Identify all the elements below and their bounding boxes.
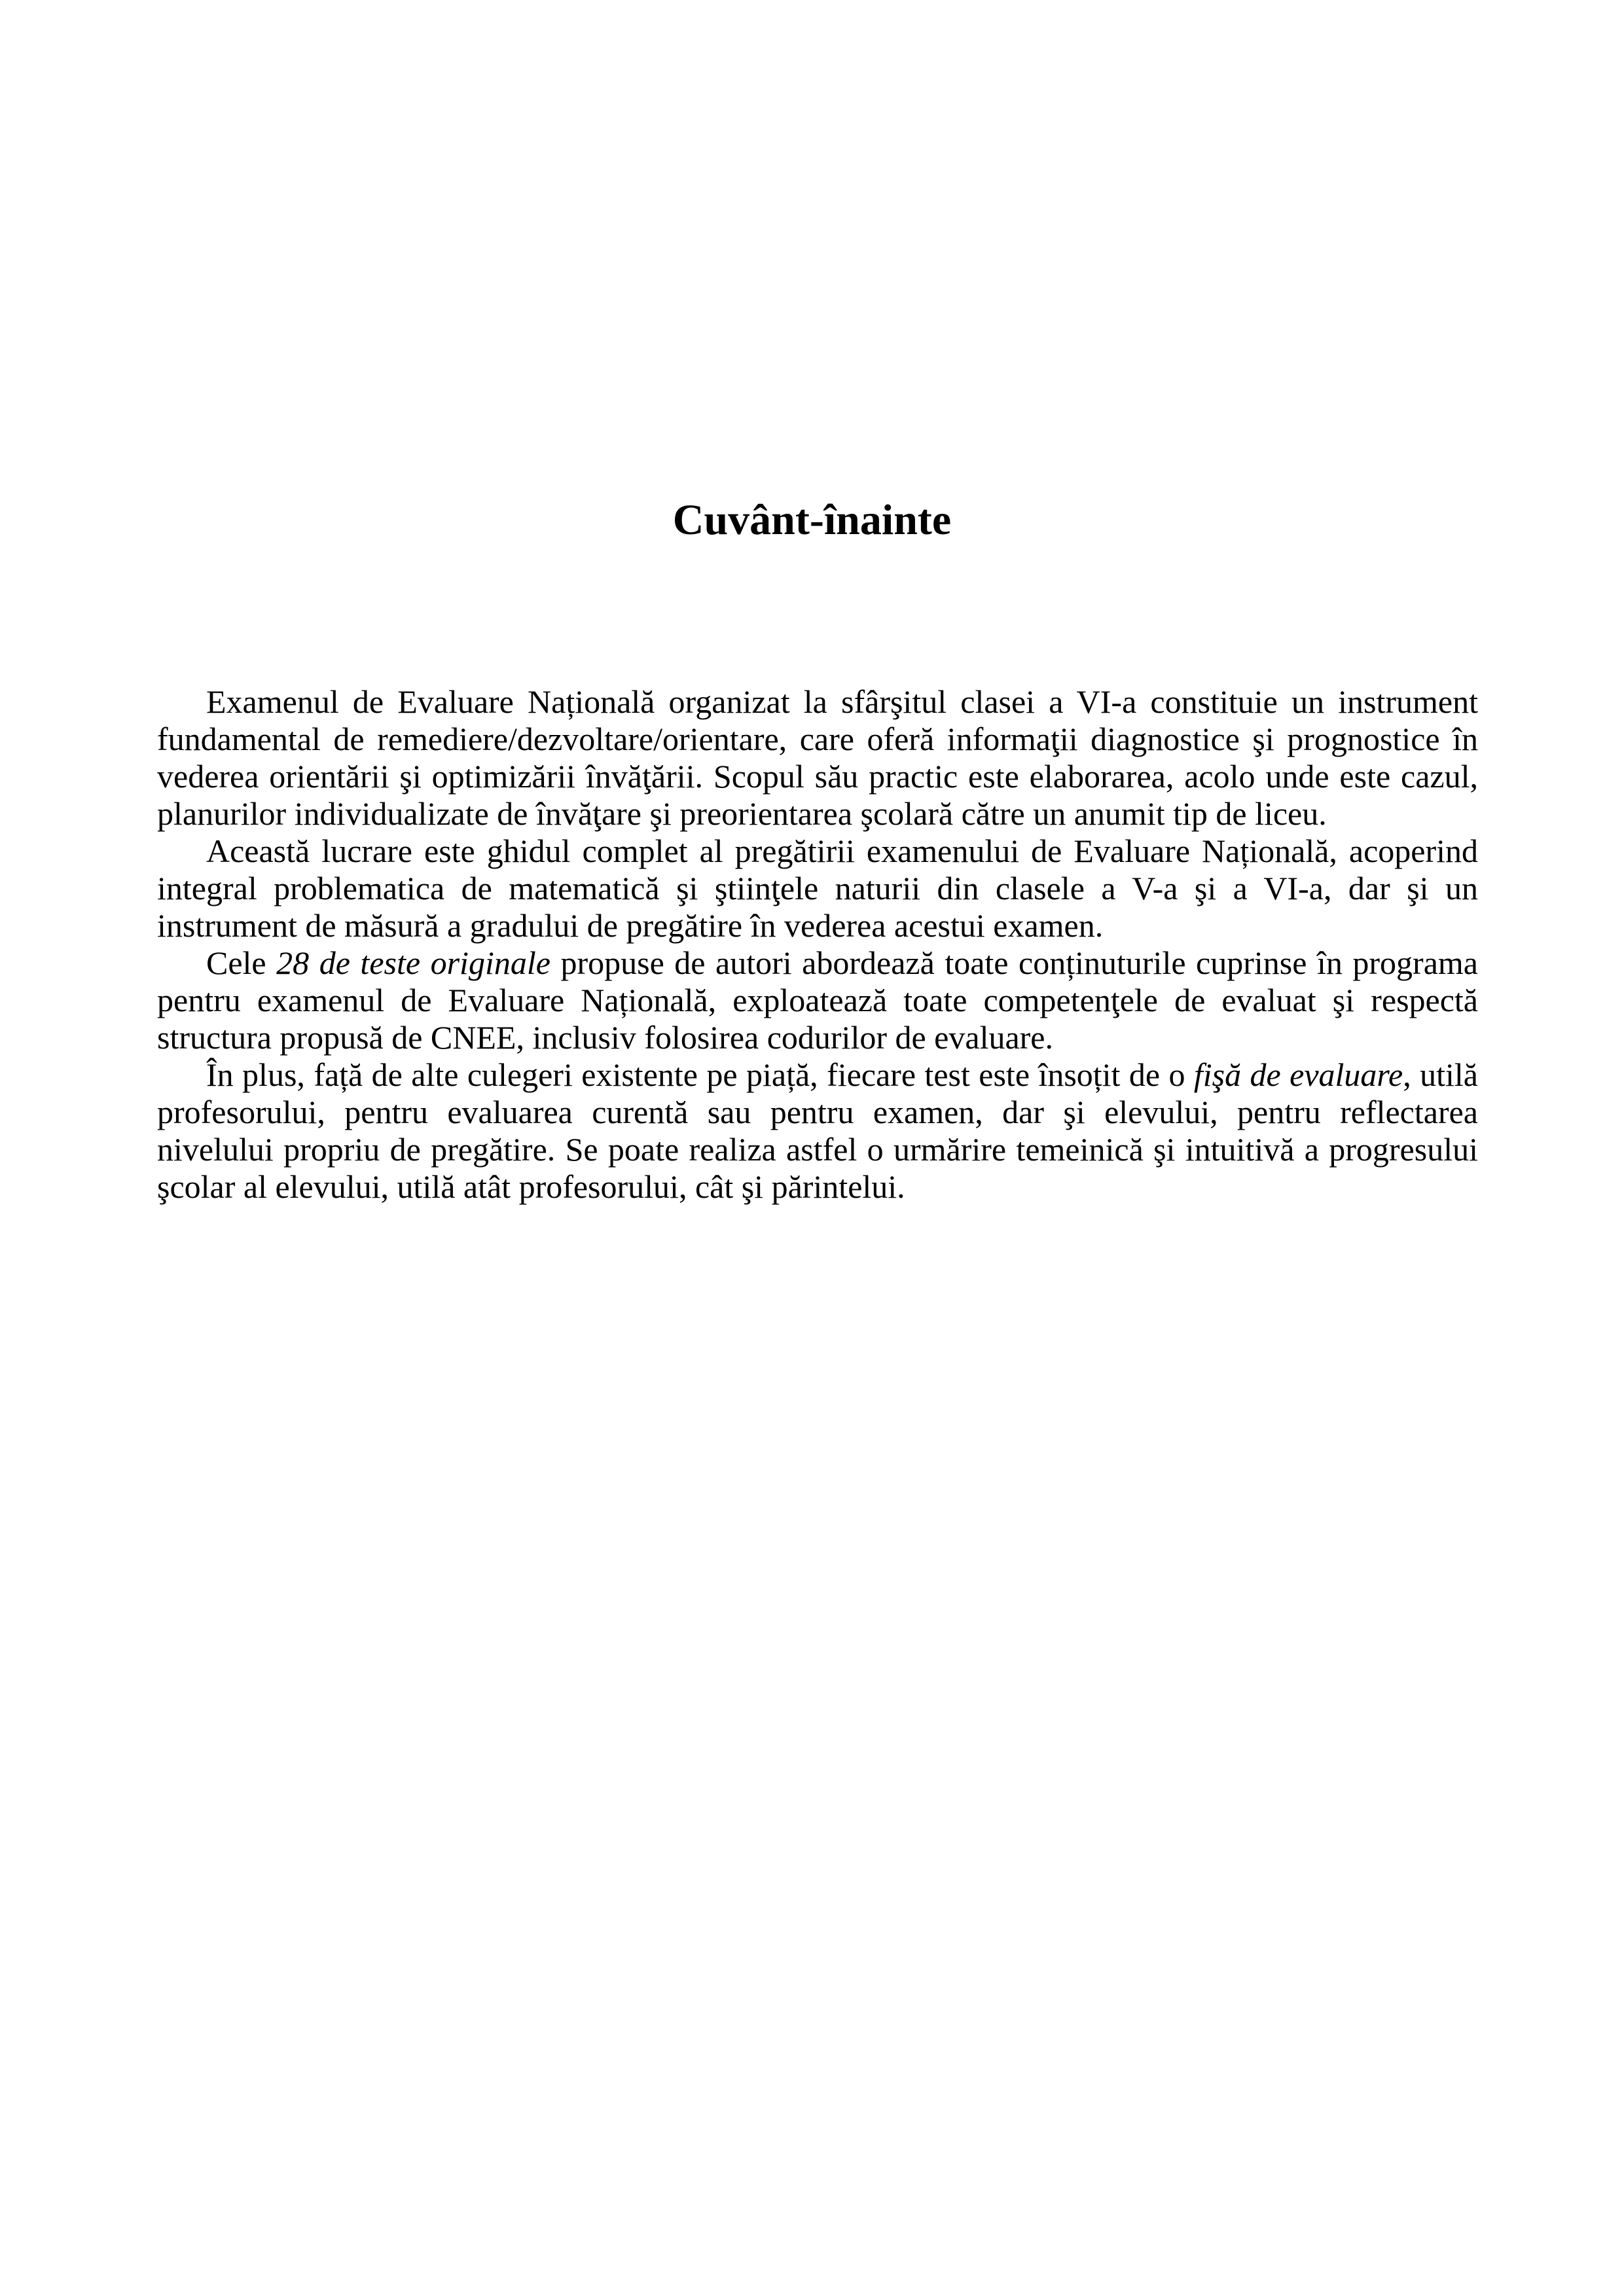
text: , utilă — [1403, 1056, 1478, 1093]
text-line: structura propusă de CNEE, inclusiv folosirea codurilor de evaluare. — [157, 1019, 1053, 1056]
text-line: planurilor individualizate de învăţare şi preorientarea şcolară către un anumit tip de liceu. — [157, 795, 1327, 832]
text-line: şcolar al elevului, utilă atât profesorului, cât şi părintelui. — [157, 1168, 905, 1205]
text-line: profesorului, pentru evaluarea curentă sau pentru examen, dar şi elevului, pentru reflectarea — [157, 1094, 1478, 1130]
page-title: Cuvânt-înainte — [672, 496, 952, 544]
text-line: pentru examenul de Evaluare Națională, exploatează toate competenţele de evaluat şi respectă — [157, 982, 1478, 1018]
emphasis-text: fişă de evaluare — [1193, 1056, 1403, 1093]
text: În plus, față de alte culegeri existente pe piață, fiecare test este însoțit de o — [206, 1056, 1194, 1093]
paragraph-2 — [157, 833, 1478, 944]
text-line: instrument de măsură a gradului de pregătire în vederea acestui examen. — [157, 907, 1104, 944]
text-line: Această lucrare este ghidul complet al pregătirii examenului de Evaluare Națională, acoperind — [206, 833, 1478, 869]
paragraph-4 — [157, 1056, 1478, 1206]
text-line: nivelului propriu de pregătire. Se poate realiza astfel o urmărire temeinică şi intuitivă a progresului — [157, 1131, 1478, 1168]
text: Cele — [206, 944, 277, 981]
paragraph-1 — [157, 683, 1478, 833]
emphasis-text: 28 de teste originale — [276, 944, 550, 981]
text: propuse de autori abordează toate conținuturile cuprinse în programa — [550, 944, 1478, 981]
foreword-body — [157, 683, 1478, 1206]
paragraph-3 — [157, 944, 1478, 1056]
text-line — [157, 944, 1478, 982]
text-line — [157, 1056, 1478, 1094]
text-line: vederea orientării şi optimizării învăţării. Scopul său practic este elaborarea, acolo unde este cazul, — [157, 758, 1478, 795]
text-line: fundamental de remediere/dezvoltare/orientare, care oferă informaţii diagnostice şi prognostice în — [157, 721, 1478, 757]
text-line: Examenul de Evaluare Națională organizat la sfârşitul clasei a VI-a constituie un instrument — [206, 683, 1478, 720]
text-line: integral problematica de matematică şi ştiinţele naturii din clasele a V-a şi a VI-a, dar şi un — [157, 870, 1478, 906]
